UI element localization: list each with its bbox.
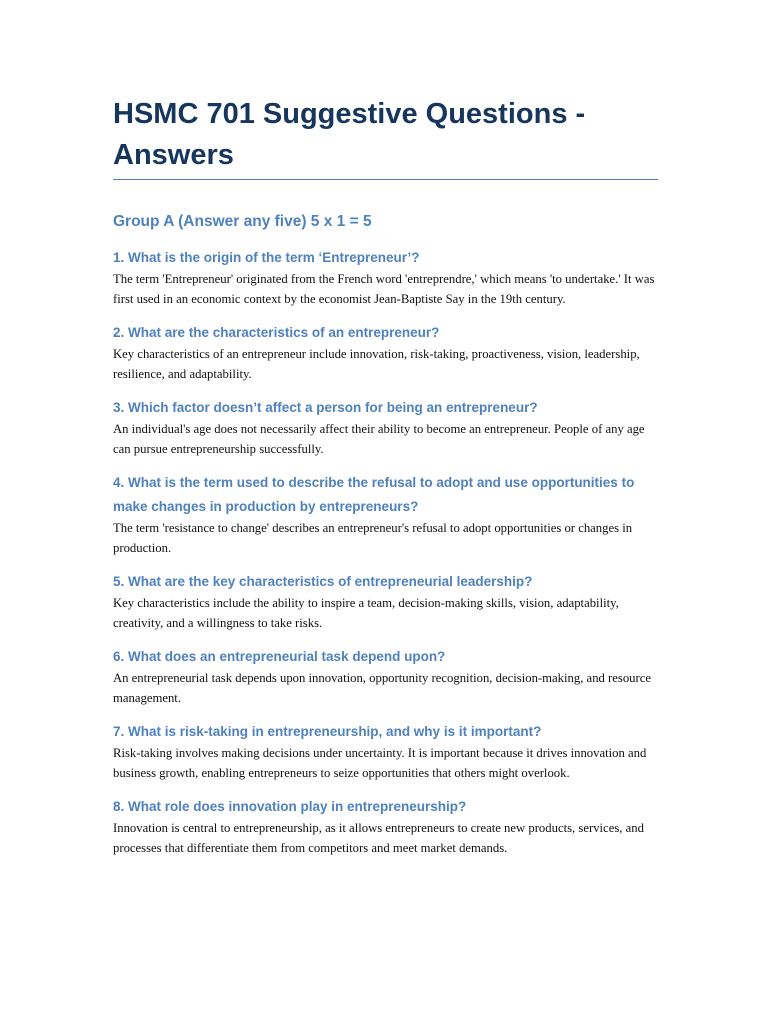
qa-item-2: [113, 321, 658, 384]
answer-6: An entrepreneurial task depends upon innovation, opportunity recognition, decision-making, and resource management.: [113, 671, 652, 705]
answer-7: Risk-taking involves making decisions under uncertainty. It is important because it drives innovation and business growth, enabling entrepreneurs to seize opportunities that others might overlook.: [113, 746, 647, 780]
group-heading: Group A (Answer any five) 5 x 1 = 5: [113, 213, 372, 230]
page-title: HSMC 701 Suggestive Questions - Answers: [113, 0, 658, 180]
document-page: [113, 0, 658, 858]
answer-1: The term 'Entrepreneur' originated from the French word 'entreprendre,' which means 'to undertake.' It was first used in an economic context by the economist Jean-Baptiste Say in the 19th century.: [113, 272, 655, 306]
qa-item-5: [113, 570, 658, 633]
question-1: 1. What is the origin of the term ‘Entrepreneur’?: [113, 250, 420, 265]
qa-item-8: [113, 795, 658, 858]
answer-8: Innovation is central to entrepreneurship, as it allows entrepreneurs to create new products, services, and processes that differentiate them from competitors and meet market demands.: [113, 821, 644, 855]
answer-4: The term 'resistance to change' describes an entrepreneur's refusal to adopt opportunities or changes in production.: [113, 521, 633, 555]
answer-2: Key characteristics of an entrepreneur include innovation, risk-taking, proactiveness, vision, leadership, resilience, and adaptability.: [113, 347, 640, 381]
qa-item-1: [113, 246, 658, 309]
question-5: 5. What are the key characteristics of entrepreneurial leadership?: [113, 574, 533, 589]
qa-item-3: [113, 396, 658, 459]
qa-item-6: [113, 645, 658, 708]
question-4: 4. What is the term used to describe the refusal to adopt and use opportunities to make changes in production by entrepreneurs?: [113, 475, 635, 514]
question-2: 2. What are the characteristics of an entrepreneur?: [113, 325, 440, 340]
question-6: 6. What does an entrepreneurial task depend upon?: [113, 649, 446, 664]
question-7: 7. What is risk-taking in entrepreneurship, and why is it important?: [113, 724, 542, 739]
question-8: 8. What role does innovation play in entrepreneurship?: [113, 799, 467, 814]
answer-5: Key characteristics include the ability to inspire a team, decision-making skills, vision, adaptability, creativity, and a willingness to take risks.: [113, 596, 619, 630]
qa-item-7: [113, 720, 658, 783]
question-3: 3. Which factor doesn’t affect a person for being an entrepreneur?: [113, 400, 538, 415]
qa-item-4: [113, 471, 658, 558]
answer-3: An individual's age does not necessarily affect their ability to become an entrepreneur. People of any age can pursue entrepreneurship successfully.: [113, 422, 645, 456]
